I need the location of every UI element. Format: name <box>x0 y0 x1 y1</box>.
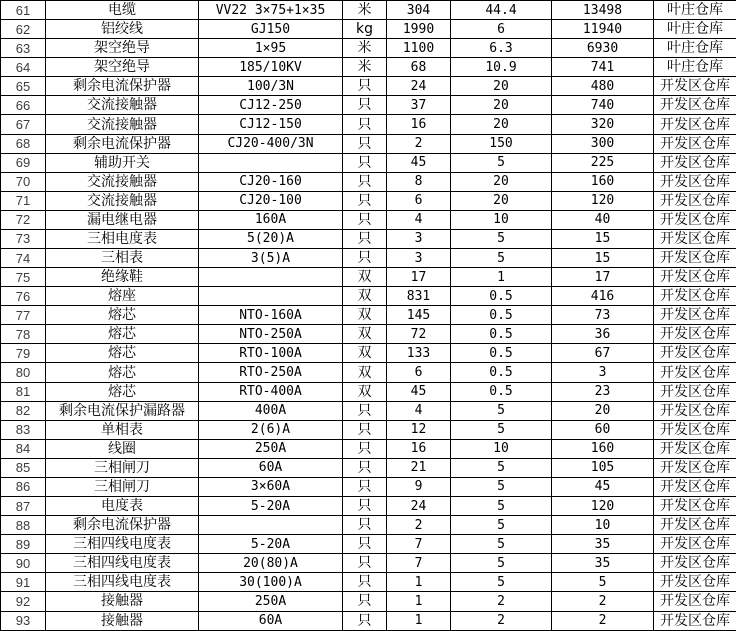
unit-cell[interactable]: 只 <box>343 592 387 611</box>
warehouse-cell[interactable]: 开发区仓库 <box>654 268 737 287</box>
row-number-cell[interactable]: 65 <box>1 77 46 96</box>
total-cell[interactable]: 40 <box>552 210 654 229</box>
quantity-cell[interactable]: 1990 <box>387 20 451 39</box>
item-name-cell[interactable]: 交流接触器 <box>46 172 199 191</box>
spec-cell[interactable]: 60A <box>199 458 343 477</box>
item-name-cell[interactable]: 熔座 <box>46 287 199 306</box>
item-name-cell[interactable]: 熔芯 <box>46 344 199 363</box>
item-name-cell[interactable]: 单相表 <box>46 420 199 439</box>
quantity-cell[interactable]: 7 <box>387 535 451 554</box>
table-row <box>1 229 737 248</box>
item-name-cell[interactable]: 剩余电流保护器 <box>46 134 199 153</box>
item-name-cell[interactable]: 三相四线电度表 <box>46 554 199 573</box>
row-number-cell[interactable]: 81 <box>1 382 46 401</box>
row-number-cell[interactable]: 72 <box>1 210 46 229</box>
table-row <box>1 172 737 191</box>
warehouse-cell[interactable]: 开发区仓库 <box>654 229 737 248</box>
quantity-cell[interactable]: 24 <box>387 497 451 516</box>
total-cell[interactable]: 2 <box>552 592 654 611</box>
unit-price-cell[interactable]: 150 <box>451 134 552 153</box>
table-row <box>1 554 737 573</box>
warehouse-cell[interactable]: 开发区仓库 <box>654 439 737 458</box>
row-number-cell[interactable]: 73 <box>1 229 46 248</box>
warehouse-cell[interactable]: 开发区仓库 <box>654 516 737 535</box>
total-cell[interactable]: 23 <box>552 382 654 401</box>
unit-price-cell[interactable]: 5 <box>451 516 552 535</box>
table-row <box>1 573 737 592</box>
item-name-cell[interactable]: 绝缘鞋 <box>46 268 199 287</box>
unit-cell[interactable]: 双 <box>343 344 387 363</box>
quantity-cell[interactable]: 3 <box>387 229 451 248</box>
quantity-cell[interactable]: 8 <box>387 172 451 191</box>
unit-cell[interactable]: 双 <box>343 287 387 306</box>
quantity-cell[interactable]: 304 <box>387 1 451 20</box>
total-cell[interactable]: 35 <box>552 554 654 573</box>
unit-price-cell[interactable]: 0.5 <box>451 344 552 363</box>
unit-price-cell[interactable]: 5 <box>451 458 552 477</box>
quantity-cell[interactable]: 831 <box>387 287 451 306</box>
total-cell[interactable]: 35 <box>552 535 654 554</box>
spec-cell[interactable]: RTO-250A <box>199 363 343 382</box>
row-number-cell[interactable]: 80 <box>1 363 46 382</box>
table-row <box>1 382 737 401</box>
unit-price-cell[interactable]: 0.5 <box>451 306 552 325</box>
quantity-cell[interactable]: 4 <box>387 210 451 229</box>
row-number-cell[interactable]: 74 <box>1 249 46 268</box>
table-row <box>1 477 737 496</box>
warehouse-cell[interactable]: 开发区仓库 <box>654 420 737 439</box>
quantity-cell[interactable]: 72 <box>387 325 451 344</box>
table-row <box>1 592 737 611</box>
spec-cell[interactable]: NTO-160A <box>199 306 343 325</box>
item-name-cell[interactable]: 剩余电流保护器 <box>46 77 199 96</box>
unit-cell[interactable]: 双 <box>343 268 387 287</box>
unit-cell[interactable]: kg <box>343 20 387 39</box>
unit-price-cell[interactable]: 5 <box>451 573 552 592</box>
item-name-cell[interactable]: 三相表 <box>46 249 199 268</box>
table-row <box>1 134 737 153</box>
unit-cell[interactable]: 只 <box>343 477 387 496</box>
warehouse-cell[interactable]: 开发区仓库 <box>654 172 737 191</box>
unit-price-cell[interactable]: 20 <box>451 172 552 191</box>
right-margin-sliver <box>736 0 741 631</box>
total-cell[interactable]: 416 <box>552 287 654 306</box>
total-cell[interactable]: 105 <box>552 458 654 477</box>
row-number-cell[interactable]: 88 <box>1 516 46 535</box>
spec-cell[interactable]: VV22 3×75+1×35 <box>199 1 343 20</box>
unit-cell[interactable]: 只 <box>343 497 387 516</box>
spec-cell[interactable]: 250A <box>199 592 343 611</box>
total-cell[interactable]: 120 <box>552 191 654 210</box>
item-name-cell[interactable]: 漏电继电器 <box>46 210 199 229</box>
item-name-cell[interactable]: 剩余电流保护器 <box>46 516 199 535</box>
spec-cell[interactable]: 3×60A <box>199 477 343 496</box>
spec-cell[interactable]: 5(20)A <box>199 229 343 248</box>
table-row <box>1 497 737 516</box>
item-name-cell[interactable]: 三相闸刀 <box>46 477 199 496</box>
quantity-cell[interactable]: 2 <box>387 516 451 535</box>
unit-cell[interactable]: 只 <box>343 573 387 592</box>
unit-cell[interactable]: 双 <box>343 306 387 325</box>
total-cell[interactable]: 160 <box>552 439 654 458</box>
unit-cell[interactable]: 只 <box>343 420 387 439</box>
item-name-cell[interactable]: 接触器 <box>46 611 199 631</box>
unit-price-cell[interactable]: 5 <box>451 229 552 248</box>
row-number-cell[interactable]: 75 <box>1 268 46 287</box>
quantity-cell[interactable]: 16 <box>387 115 451 134</box>
quantity-cell[interactable]: 17 <box>387 268 451 287</box>
total-cell[interactable]: 120 <box>552 497 654 516</box>
quantity-cell[interactable]: 45 <box>387 382 451 401</box>
spec-cell[interactable]: 3(5)A <box>199 249 343 268</box>
warehouse-cell[interactable]: 叶庄仓库 <box>654 1 737 20</box>
quantity-cell[interactable]: 12 <box>387 420 451 439</box>
spec-cell[interactable]: 100/3N <box>199 77 343 96</box>
warehouse-cell[interactable]: 开发区仓库 <box>654 592 737 611</box>
warehouse-cell[interactable]: 叶庄仓库 <box>654 58 737 77</box>
quantity-cell[interactable]: 1 <box>387 592 451 611</box>
row-number-cell[interactable]: 77 <box>1 306 46 325</box>
quantity-cell[interactable]: 37 <box>387 96 451 115</box>
table-row <box>1 268 737 287</box>
unit-cell[interactable]: 米 <box>343 39 387 58</box>
total-cell[interactable]: 15 <box>552 249 654 268</box>
spec-cell[interactable]: 160A <box>199 210 343 229</box>
spec-cell[interactable] <box>199 287 343 306</box>
row-number-cell[interactable]: 87 <box>1 497 46 516</box>
unit-price-cell[interactable]: 5 <box>451 497 552 516</box>
total-cell[interactable]: 3 <box>552 363 654 382</box>
spec-cell[interactable]: 5-20A <box>199 535 343 554</box>
table-row <box>1 344 737 363</box>
table-row <box>1 1 737 20</box>
total-cell[interactable]: 15 <box>552 229 654 248</box>
total-cell[interactable]: 320 <box>552 115 654 134</box>
row-number-cell[interactable]: 63 <box>1 39 46 58</box>
total-cell[interactable]: 20 <box>552 401 654 420</box>
spec-cell[interactable]: 5-20A <box>199 497 343 516</box>
quantity-cell[interactable]: 21 <box>387 458 451 477</box>
quantity-cell[interactable]: 6 <box>387 191 451 210</box>
row-number-cell[interactable]: 62 <box>1 20 46 39</box>
warehouse-cell[interactable]: 开发区仓库 <box>654 573 737 592</box>
table-row <box>1 611 737 631</box>
table-row <box>1 306 737 325</box>
row-number-cell[interactable]: 69 <box>1 153 46 172</box>
table-row <box>1 401 737 420</box>
item-name-cell[interactable]: 线圈 <box>46 439 199 458</box>
total-cell[interactable]: 17 <box>552 268 654 287</box>
warehouse-cell[interactable]: 开发区仓库 <box>654 458 737 477</box>
item-name-cell[interactable]: 熔芯 <box>46 306 199 325</box>
unit-cell[interactable]: 只 <box>343 172 387 191</box>
spec-cell[interactable] <box>199 516 343 535</box>
unit-cell[interactable]: 只 <box>343 210 387 229</box>
total-cell[interactable]: 67 <box>552 344 654 363</box>
row-number-cell[interactable]: 83 <box>1 420 46 439</box>
item-name-cell[interactable]: 三相四线电度表 <box>46 535 199 554</box>
warehouse-cell[interactable]: 开发区仓库 <box>654 191 737 210</box>
unit-price-cell[interactable]: 6 <box>451 20 552 39</box>
unit-price-cell[interactable]: 5 <box>451 153 552 172</box>
warehouse-cell[interactable]: 开发区仓库 <box>654 134 737 153</box>
total-cell[interactable]: 13498 <box>552 1 654 20</box>
spec-cell[interactable]: CJ12-150 <box>199 115 343 134</box>
warehouse-cell[interactable]: 开发区仓库 <box>654 363 737 382</box>
table-row <box>1 287 737 306</box>
unit-price-cell[interactable]: 5 <box>451 535 552 554</box>
unit-cell[interactable]: 只 <box>343 249 387 268</box>
total-cell[interactable]: 740 <box>552 96 654 115</box>
item-name-cell[interactable]: 熔芯 <box>46 325 199 344</box>
unit-price-cell[interactable]: 5 <box>451 477 552 496</box>
row-number-cell[interactable]: 66 <box>1 96 46 115</box>
total-cell[interactable]: 6930 <box>552 39 654 58</box>
warehouse-cell[interactable]: 开发区仓库 <box>654 535 737 554</box>
spec-cell[interactable]: NTO-250A <box>199 325 343 344</box>
item-name-cell[interactable]: 架空绝导 <box>46 58 199 77</box>
unit-price-cell[interactable]: 0.5 <box>451 382 552 401</box>
row-number-cell[interactable]: 68 <box>1 134 46 153</box>
quantity-cell[interactable]: 16 <box>387 439 451 458</box>
spec-cell[interactable]: 185/10KV <box>199 58 343 77</box>
spec-cell[interactable]: 30(100)A <box>199 573 343 592</box>
row-number-cell[interactable]: 71 <box>1 191 46 210</box>
quantity-cell[interactable]: 45 <box>387 153 451 172</box>
unit-cell[interactable]: 只 <box>343 554 387 573</box>
unit-cell[interactable]: 双 <box>343 363 387 382</box>
item-name-cell[interactable]: 铝绞线 <box>46 20 199 39</box>
row-number-cell[interactable]: 85 <box>1 458 46 477</box>
quantity-cell[interactable]: 4 <box>387 401 451 420</box>
item-name-cell[interactable]: 接触器 <box>46 592 199 611</box>
unit-price-cell[interactable]: 20 <box>451 77 552 96</box>
warehouse-cell[interactable]: 开发区仓库 <box>654 249 737 268</box>
row-number-cell[interactable]: 86 <box>1 477 46 496</box>
row-number-cell[interactable]: 67 <box>1 115 46 134</box>
unit-price-cell[interactable]: 20 <box>451 115 552 134</box>
spec-cell[interactable] <box>199 268 343 287</box>
item-name-cell[interactable]: 电缆 <box>46 1 199 20</box>
row-number-cell[interactable]: 90 <box>1 554 46 573</box>
unit-cell[interactable]: 米 <box>343 1 387 20</box>
unit-price-cell[interactable]: 5 <box>451 420 552 439</box>
table-row <box>1 249 737 268</box>
unit-price-cell[interactable]: 10 <box>451 439 552 458</box>
spec-cell[interactable]: CJ20-400/3N <box>199 134 343 153</box>
warehouse-cell[interactable]: 开发区仓库 <box>654 287 737 306</box>
unit-cell[interactable]: 只 <box>343 115 387 134</box>
quantity-cell[interactable]: 2 <box>387 134 451 153</box>
table-row <box>1 363 737 382</box>
spec-cell[interactable]: 250A <box>199 439 343 458</box>
warehouse-cell[interactable]: 开发区仓库 <box>654 115 737 134</box>
warehouse-cell[interactable]: 开发区仓库 <box>654 344 737 363</box>
warehouse-cell[interactable]: 开发区仓库 <box>654 153 737 172</box>
item-name-cell[interactable]: 辅助开关 <box>46 153 199 172</box>
warehouse-cell[interactable]: 开发区仓库 <box>654 306 737 325</box>
total-cell[interactable]: 160 <box>552 172 654 191</box>
warehouse-cell[interactable]: 开发区仓库 <box>654 77 737 96</box>
warehouse-cell[interactable]: 开发区仓库 <box>654 611 737 631</box>
unit-cell[interactable]: 只 <box>343 458 387 477</box>
spec-cell[interactable]: RTO-100A <box>199 344 343 363</box>
item-name-cell[interactable]: 三相四线电度表 <box>46 573 199 592</box>
item-name-cell[interactable]: 架空绝导 <box>46 39 199 58</box>
warehouse-cell[interactable]: 开发区仓库 <box>654 382 737 401</box>
unit-price-cell[interactable]: 0.5 <box>451 325 552 344</box>
table-row <box>1 96 737 115</box>
item-name-cell[interactable]: 熔芯 <box>46 382 199 401</box>
quantity-cell[interactable]: 24 <box>387 77 451 96</box>
quantity-cell[interactable]: 3 <box>387 249 451 268</box>
table-row <box>1 153 737 172</box>
table-row <box>1 516 737 535</box>
item-name-cell[interactable]: 三相闸刀 <box>46 458 199 477</box>
row-number-cell[interactable]: 61 <box>1 1 46 20</box>
quantity-cell[interactable]: 1 <box>387 573 451 592</box>
unit-cell[interactable]: 双 <box>343 325 387 344</box>
row-number-cell[interactable]: 64 <box>1 58 46 77</box>
unit-price-cell[interactable]: 5 <box>451 401 552 420</box>
unit-cell[interactable]: 只 <box>343 535 387 554</box>
row-number-cell[interactable]: 82 <box>1 401 46 420</box>
table-row <box>1 39 737 58</box>
unit-cell[interactable]: 双 <box>343 382 387 401</box>
total-cell[interactable]: 36 <box>552 325 654 344</box>
item-name-cell[interactable]: 熔芯 <box>46 363 199 382</box>
inventory-table-body <box>1 1 737 631</box>
unit-price-cell[interactable]: 5 <box>451 554 552 573</box>
table-row <box>1 77 737 96</box>
row-number-cell[interactable]: 92 <box>1 592 46 611</box>
item-name-cell[interactable]: 剩余电流保护漏路器 <box>46 401 199 420</box>
total-cell[interactable]: 480 <box>552 77 654 96</box>
spec-cell[interactable]: 20(80)A <box>199 554 343 573</box>
unit-price-cell[interactable]: 1 <box>451 268 552 287</box>
quantity-cell[interactable]: 68 <box>387 58 451 77</box>
unit-price-cell[interactable]: 20 <box>451 191 552 210</box>
unit-price-cell[interactable]: 5 <box>451 249 552 268</box>
total-cell[interactable]: 225 <box>552 153 654 172</box>
unit-cell[interactable]: 只 <box>343 516 387 535</box>
warehouse-cell[interactable]: 开发区仓库 <box>654 210 737 229</box>
spec-cell[interactable]: CJ12-250 <box>199 96 343 115</box>
total-cell[interactable]: 5 <box>552 573 654 592</box>
unit-cell[interactable]: 只 <box>343 439 387 458</box>
unit-price-cell[interactable]: 2 <box>451 611 552 631</box>
table-row <box>1 191 737 210</box>
item-name-cell[interactable]: 三相电度表 <box>46 229 199 248</box>
unit-cell[interactable]: 只 <box>343 77 387 96</box>
unit-cell[interactable]: 只 <box>343 611 387 631</box>
row-number-cell[interactable]: 84 <box>1 439 46 458</box>
warehouse-cell[interactable]: 叶庄仓库 <box>654 20 737 39</box>
warehouse-cell[interactable]: 叶庄仓库 <box>654 39 737 58</box>
spec-cell[interactable]: CJ20-100 <box>199 191 343 210</box>
spec-cell[interactable]: CJ20-160 <box>199 172 343 191</box>
row-number-cell[interactable]: 79 <box>1 344 46 363</box>
table-row <box>1 20 737 39</box>
table-row <box>1 115 737 134</box>
spec-cell[interactable]: 60A <box>199 611 343 631</box>
warehouse-cell[interactable]: 开发区仓库 <box>654 96 737 115</box>
quantity-cell[interactable]: 1 <box>387 611 451 631</box>
spec-cell[interactable]: 2(6)A <box>199 420 343 439</box>
unit-cell[interactable]: 只 <box>343 96 387 115</box>
unit-price-cell[interactable]: 6.3 <box>451 39 552 58</box>
row-number-cell[interactable]: 91 <box>1 573 46 592</box>
unit-price-cell[interactable]: 10.9 <box>451 58 552 77</box>
unit-price-cell[interactable]: 2 <box>451 592 552 611</box>
row-number-cell[interactable]: 93 <box>1 611 46 631</box>
table-row <box>1 458 737 477</box>
quantity-cell[interactable]: 6 <box>387 363 451 382</box>
table-row <box>1 535 737 554</box>
total-cell[interactable]: 60 <box>552 420 654 439</box>
item-name-cell[interactable]: 交流接触器 <box>46 96 199 115</box>
spec-cell[interactable]: 400A <box>199 401 343 420</box>
unit-cell[interactable]: 只 <box>343 401 387 420</box>
unit-cell[interactable]: 只 <box>343 153 387 172</box>
quantity-cell[interactable]: 145 <box>387 306 451 325</box>
unit-price-cell[interactable]: 0.5 <box>451 363 552 382</box>
table-row <box>1 325 737 344</box>
row-number-cell[interactable]: 78 <box>1 325 46 344</box>
quantity-cell[interactable]: 133 <box>387 344 451 363</box>
total-cell[interactable]: 10 <box>552 516 654 535</box>
unit-cell[interactable]: 只 <box>343 134 387 153</box>
total-cell[interactable]: 2 <box>552 611 654 631</box>
spec-cell[interactable]: GJ150 <box>199 20 343 39</box>
table-row <box>1 210 737 229</box>
warehouse-cell[interactable]: 开发区仓库 <box>654 325 737 344</box>
unit-cell[interactable]: 只 <box>343 229 387 248</box>
table-row <box>1 58 737 77</box>
table-row <box>1 420 737 439</box>
total-cell[interactable]: 11940 <box>552 20 654 39</box>
total-cell[interactable]: 73 <box>552 306 654 325</box>
quantity-cell[interactable]: 7 <box>387 554 451 573</box>
total-cell[interactable]: 45 <box>552 477 654 496</box>
unit-price-cell[interactable]: 44.4 <box>451 1 552 20</box>
unit-price-cell[interactable]: 20 <box>451 96 552 115</box>
quantity-cell[interactable]: 9 <box>387 477 451 496</box>
spec-cell[interactable]: 1×95 <box>199 39 343 58</box>
item-name-cell[interactable]: 交流接触器 <box>46 191 199 210</box>
table-row <box>1 439 737 458</box>
warehouse-cell[interactable]: 开发区仓库 <box>654 554 737 573</box>
total-cell[interactable]: 741 <box>552 58 654 77</box>
row-number-cell[interactable]: 89 <box>1 535 46 554</box>
warehouse-cell[interactable]: 开发区仓库 <box>654 497 737 516</box>
row-number-cell[interactable]: 70 <box>1 172 46 191</box>
item-name-cell[interactable]: 电度表 <box>46 497 199 516</box>
row-number-cell[interactable]: 76 <box>1 287 46 306</box>
unit-price-cell[interactable]: 0.5 <box>451 287 552 306</box>
warehouse-cell[interactable]: 开发区仓库 <box>654 477 737 496</box>
total-cell[interactable]: 300 <box>552 134 654 153</box>
unit-cell[interactable]: 米 <box>343 58 387 77</box>
item-name-cell[interactable]: 交流接触器 <box>46 115 199 134</box>
spec-cell[interactable] <box>199 153 343 172</box>
unit-price-cell[interactable]: 10 <box>451 210 552 229</box>
warehouse-cell[interactable]: 开发区仓库 <box>654 401 737 420</box>
unit-cell[interactable]: 只 <box>343 191 387 210</box>
quantity-cell[interactable]: 1100 <box>387 39 451 58</box>
spec-cell[interactable]: RTO-400A <box>199 382 343 401</box>
